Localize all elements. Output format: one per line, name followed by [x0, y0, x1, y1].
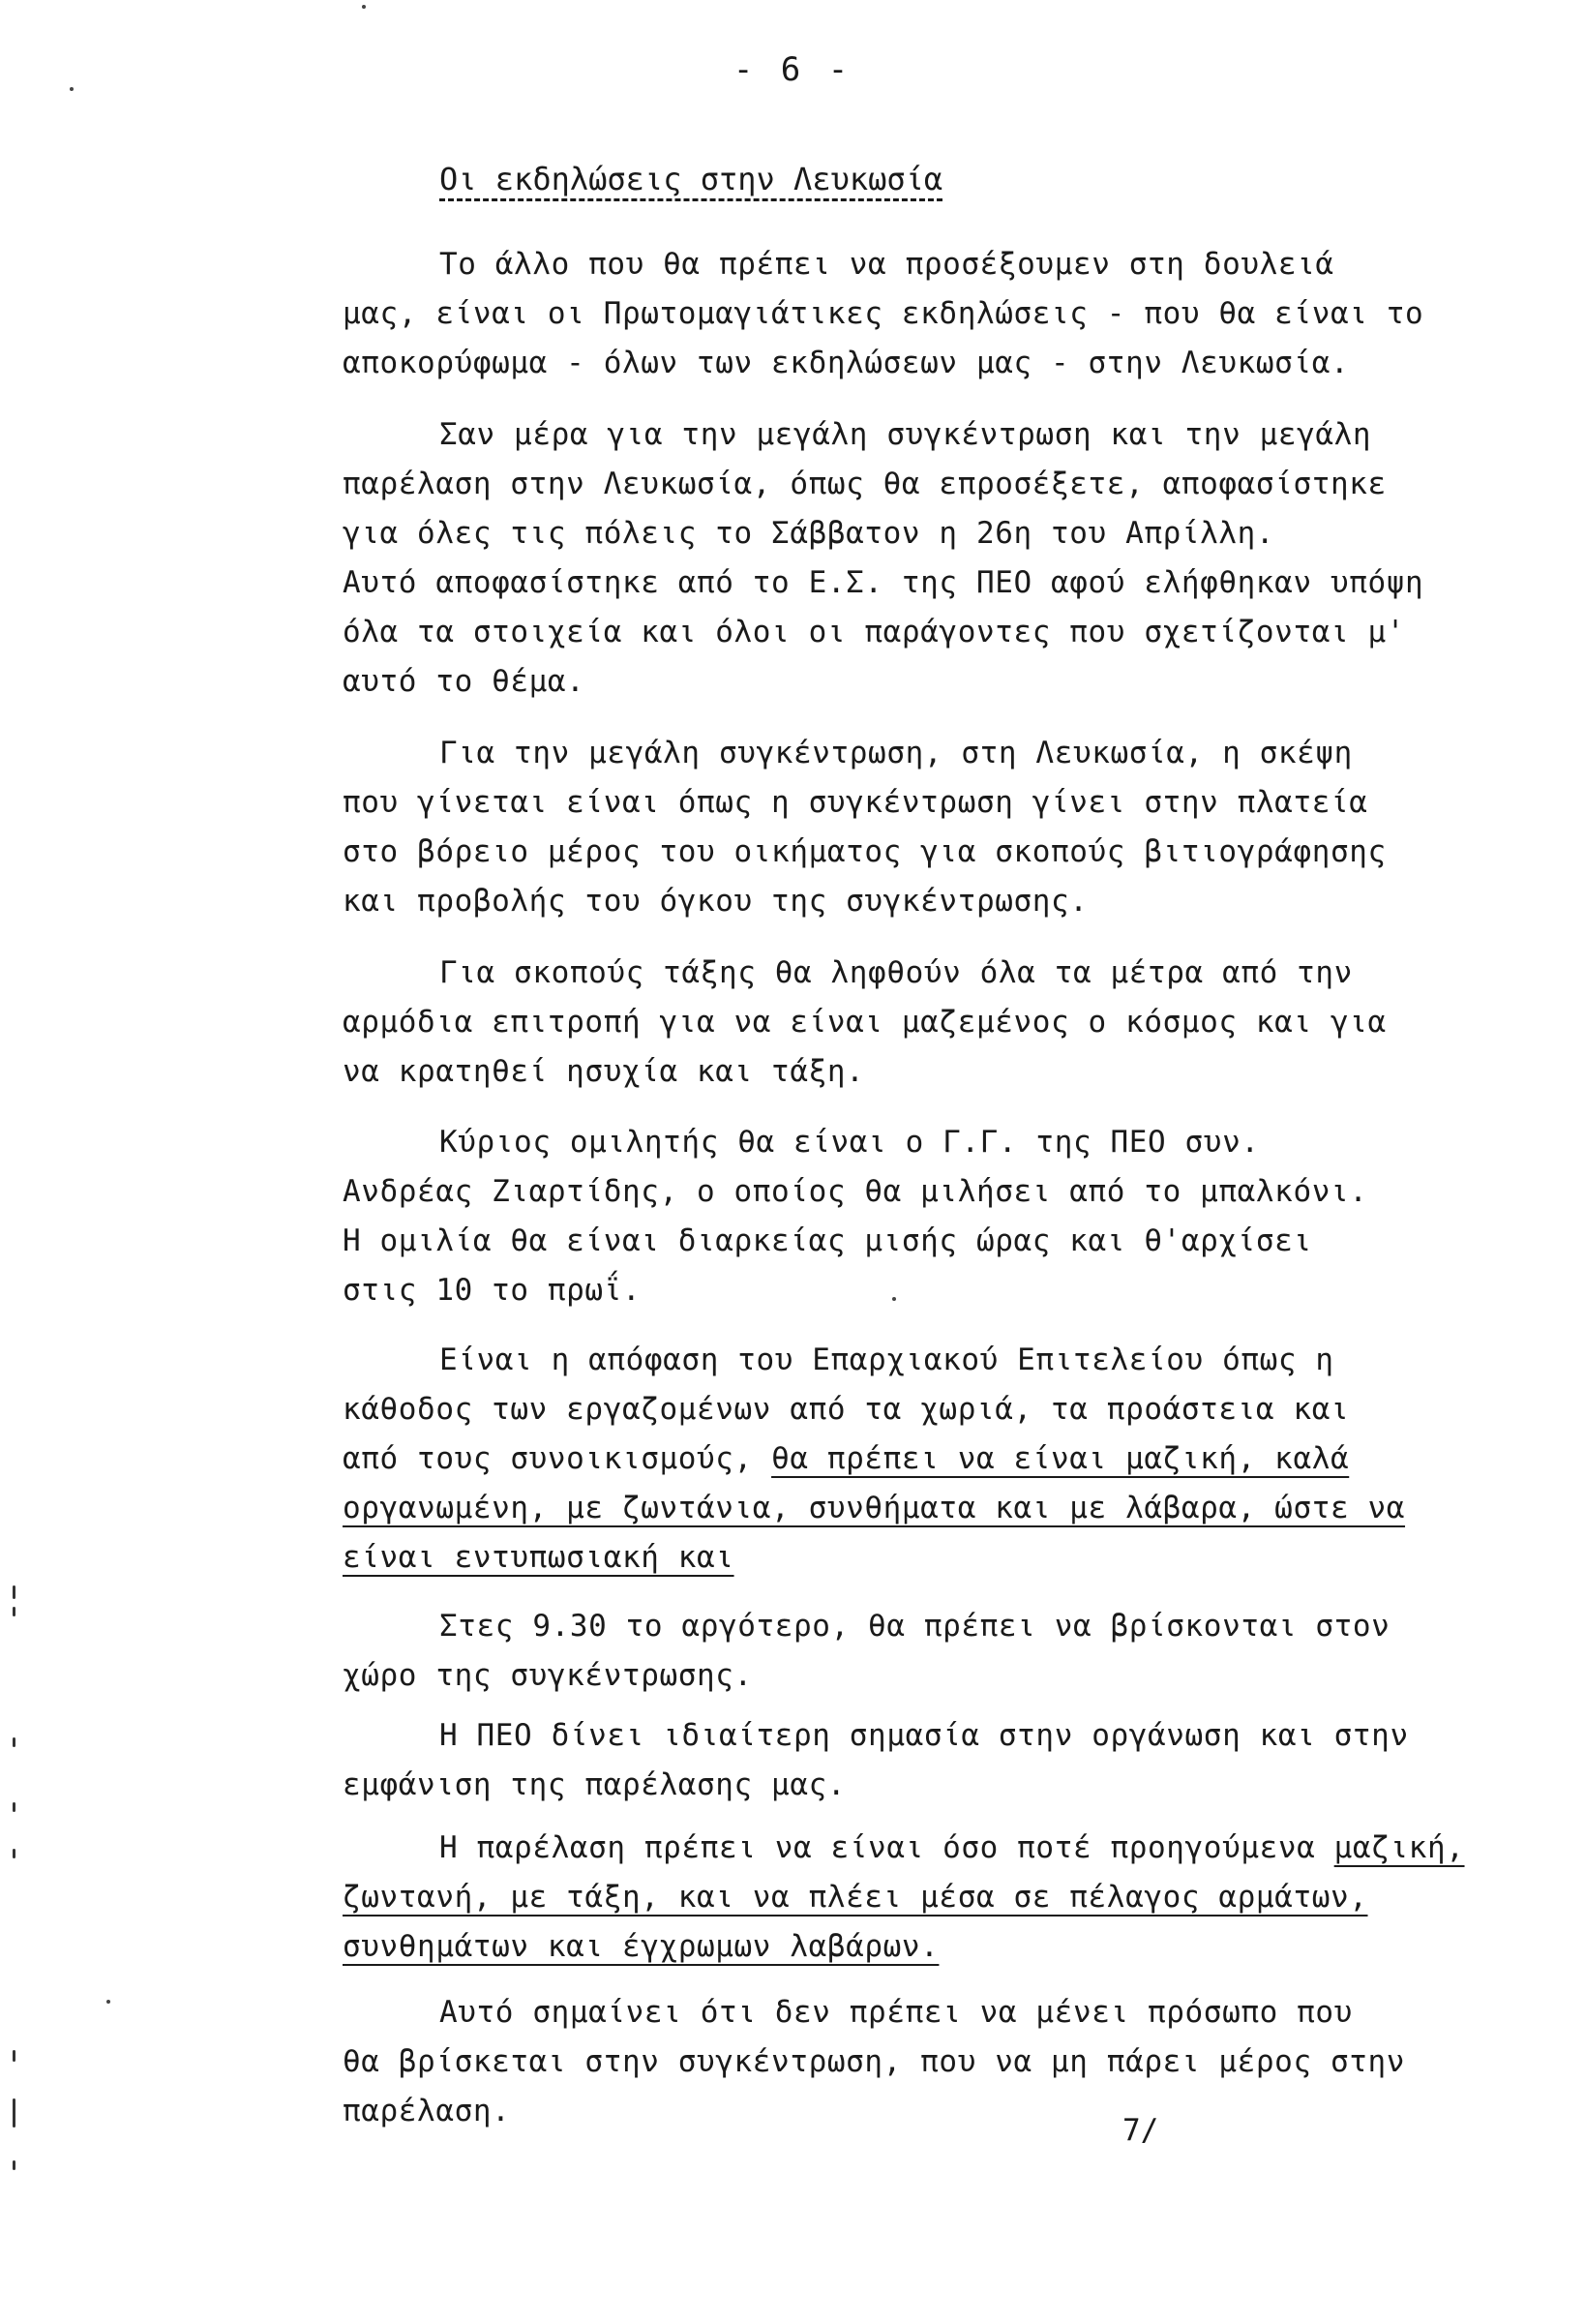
text-line: να κρατηθεί ησυχία και τάξη.: [343, 1054, 865, 1089]
scan-mark: [13, 1585, 15, 1599]
text-line: [343, 1434, 1484, 1484]
paragraph-9: [343, 1824, 1484, 1972]
text-line: στο βόρειο μέρος του οικήματος για σκοπούς βιτιογράφησης: [343, 834, 1387, 869]
text-line: Η ομιλία θα είναι διαρκείας μισής ώρας και θ'αρχίσει: [343, 1223, 1312, 1258]
text-line: [343, 1824, 1484, 1873]
text-line: Αυτό αποφασίστηκε από το Ε.Σ. της ΠΕΟ αφού ελήφθηκαν υπόψη: [343, 565, 1424, 600]
scan-mark: [13, 2098, 15, 2128]
text-line: αυτό το θέμα.: [343, 664, 585, 699]
underlined-text: οργανωμένη, με ζωντάνια, συνθήματα και με λάβαρα, ώστε να: [343, 1491, 1406, 1525]
text-line: Αυτό σημαίνει ότι δεν πρέπει να μένει πρόσωπο που: [439, 1995, 1353, 2030]
scan-mark: [13, 1607, 15, 1616]
page-number: - 6 -: [733, 50, 852, 89]
text-line: Η ΠΕΟ δίνει ιδιαίτερη σημασία στην οργάνωση και στην: [439, 1718, 1409, 1753]
scan-mark: [13, 2160, 15, 2170]
text-line: κάθοδος των εργαζομένων από τα χωριά, τα προάστεια και: [343, 1392, 1350, 1427]
next-page-reference: 7/: [1122, 2113, 1159, 2148]
paragraph-7: [343, 1602, 1484, 1701]
paragraph-1: [343, 240, 1484, 388]
text-line: στις 10 το πρωΐ.: [343, 1273, 642, 1308]
text-segment: Η παρέλαση πρέπει να είναι όσο ποτέ προηγούμενα: [439, 1830, 1334, 1865]
text-line: θα βρίσκεται στην συγκέντρωση, που να μη πάρει μέρος στην: [343, 2044, 1406, 2079]
text-segment: από τους συνοικισμούς,: [343, 1441, 772, 1476]
paragraph-6: [343, 1336, 1484, 1583]
text-line: Είναι η απόφαση του Επαρχιακού Επιτελείου όπως η: [439, 1343, 1334, 1377]
text-line: [343, 1922, 1484, 1972]
text-line: αρμόδια επιτροπή για να είναι μαζεμένος ο κόσμος και για: [343, 1005, 1387, 1040]
text-line: Στες 9.30 το αργότερο, θα πρέπει να βρίσκονται στον: [439, 1609, 1391, 1644]
text-line: Για την μεγάλη συγκέντρωση, στη Λευκωσία, η σκέψη: [439, 736, 1353, 770]
underlined-text: συνθημάτων και έγχρωμων λαβάρων.: [343, 1929, 940, 1964]
text-line: [343, 1873, 1484, 1922]
text-line: όλα τα στοιχεία και όλοι οι παράγοντες που σχετίζονται μ': [343, 615, 1406, 649]
text-line: που γίνεται είναι όπως η συγκέντρωση γίνει στην πλατεία: [343, 785, 1368, 820]
scan-speck: [70, 87, 74, 91]
text-line: Κύριος ομιλητής θα είναι ο Γ.Γ. της ΠΕΟ συν.: [439, 1125, 1260, 1160]
text-line: Ανδρέας Ζιαρτίδης, ο οποίος θα μιλήσει από το μπαλκόνι.: [343, 1174, 1368, 1209]
scan-speck: [106, 2000, 110, 2004]
underlined-text: θα πρέπει να είναι μαζική, καλά: [771, 1441, 1350, 1476]
paragraph-10: [343, 1988, 1484, 2136]
text-line: εμφάνιση της παρέλασης μας.: [343, 1767, 847, 1802]
underlined-text: μαζική,: [1333, 1830, 1465, 1865]
text-line: για όλες τις πόλεις το Σάββατον η 26η του Απρίλλη.: [343, 516, 1275, 551]
scan-speck: [362, 5, 366, 9]
underlined-text: ζωντανή, με τάξη, και να πλέει μέσα σε πέλαγος αρμάτων,: [343, 1880, 1368, 1915]
text-line: Για σκοπούς τάξης θα ληφθούν όλα τα μέτρα από την: [439, 955, 1353, 990]
section-heading: Οι εκδηλώσεις στην Λευκωσία: [439, 163, 942, 201]
paragraph-2: [343, 410, 1484, 707]
text-line: παρέλαση.: [343, 2094, 511, 2128]
text-line: [343, 1533, 1484, 1583]
underlined-text: είναι εντυπωσιακή και: [343, 1540, 734, 1575]
text-line: αποκορύφωμα - όλων των εκδηλώσεων μας - στην Λευκωσία.: [343, 346, 1350, 380]
text-line: χώρο της συγκέντρωσης.: [343, 1658, 753, 1693]
text-line: μας, είναι οι Πρωτομαγιάτικες εκδηλώσεις - που θα είναι το: [343, 296, 1424, 331]
text-line: Σαν μέρα για την μεγάλη συγκέντρωση και την μεγάλη: [439, 417, 1372, 452]
paragraph-3: [343, 729, 1484, 926]
text-line: και προβολής του όγκου της συγκέντρωσης.: [343, 884, 1089, 919]
scan-mark: [13, 2050, 15, 2062]
scan-speck: [892, 1297, 896, 1301]
scan-mark: [13, 1802, 15, 1812]
text-line: παρέλαση στην Λευκωσία, όπως θα επροσέξετε, αποφασίστηκε: [343, 467, 1387, 501]
paragraph-5: [343, 1118, 1484, 1315]
text-line: Το άλλο που θα πρέπει να προσέξουμεν στη δουλειά: [439, 247, 1334, 282]
paragraph-4: [343, 949, 1484, 1097]
scan-mark: [13, 1737, 15, 1747]
text-line: [343, 1484, 1484, 1533]
paragraph-8: [343, 1711, 1484, 1810]
scan-mark: [13, 1849, 15, 1858]
